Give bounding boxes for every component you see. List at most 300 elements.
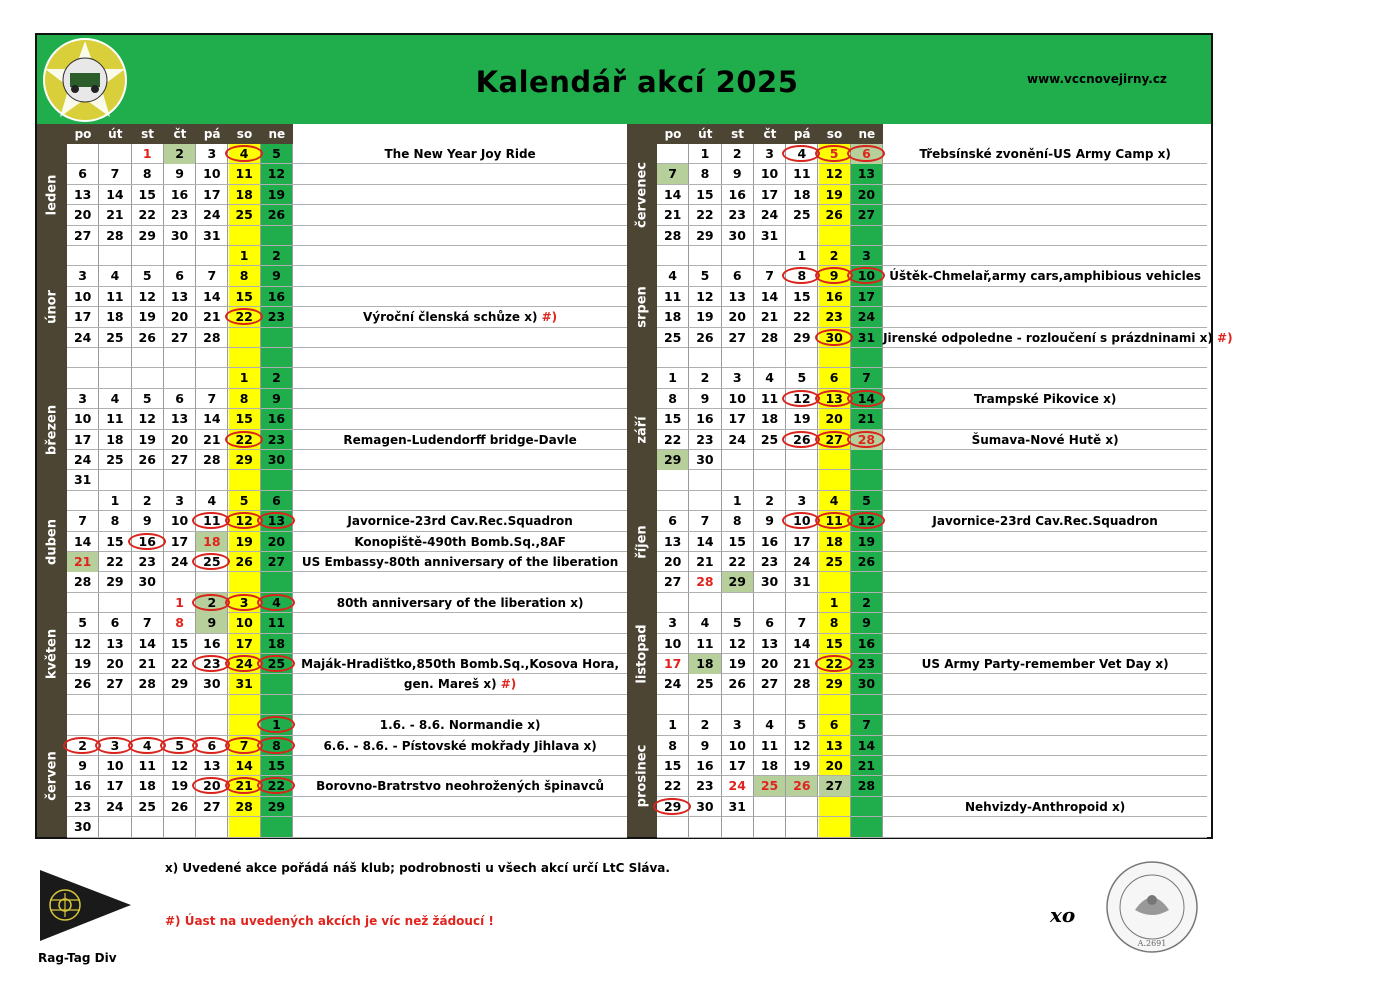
day-number: 21 xyxy=(696,554,714,569)
day-number: 27 xyxy=(663,574,682,590)
day-cell xyxy=(196,430,228,450)
day-cell xyxy=(786,654,818,674)
event-circle-marker xyxy=(847,512,885,529)
day-number: 15 xyxy=(235,288,253,304)
day-cell xyxy=(99,736,131,756)
day-number: 22 xyxy=(235,431,253,447)
day-number: 17 xyxy=(663,656,682,671)
empty-cell xyxy=(229,226,261,246)
month-label-listopad xyxy=(627,593,657,715)
day-cell xyxy=(657,552,689,572)
day-cell xyxy=(657,572,689,592)
day-number: 24 xyxy=(203,207,221,223)
day-cell xyxy=(754,634,786,654)
censor-seal-icon xyxy=(1105,860,1200,955)
day-cell xyxy=(99,756,131,776)
day-cell xyxy=(819,654,851,674)
day-cell xyxy=(164,409,196,429)
day-cell xyxy=(689,266,721,286)
event-circle-marker xyxy=(257,655,295,672)
day-cell xyxy=(164,430,196,450)
day-cell xyxy=(786,776,818,796)
day-number: 19 xyxy=(138,431,156,447)
day-number: 1 xyxy=(239,248,249,263)
calendar-frame xyxy=(35,33,1233,839)
day-cell xyxy=(229,736,261,756)
calendar-row xyxy=(67,491,627,511)
day-cell xyxy=(754,674,786,694)
event-description xyxy=(293,736,627,756)
day-cell xyxy=(229,430,261,450)
day-header-6: ne xyxy=(858,127,876,141)
day-cell xyxy=(786,287,818,307)
day-number: 19 xyxy=(267,186,286,202)
day-cell xyxy=(657,674,689,694)
day-number: 28 xyxy=(857,431,876,447)
day-cell xyxy=(657,368,689,388)
empty-cell xyxy=(786,226,818,246)
day-number: 3 xyxy=(110,737,120,753)
day-cell xyxy=(819,776,851,796)
day-number: 13 xyxy=(728,288,746,304)
day-number: 12 xyxy=(857,513,876,529)
day-cell xyxy=(164,144,196,164)
day-cell xyxy=(657,613,689,633)
day-cell xyxy=(851,776,883,796)
day-number: 18 xyxy=(825,533,843,549)
day-cell xyxy=(99,797,131,817)
day-cell xyxy=(261,634,293,654)
empty-cell xyxy=(786,797,818,817)
day-number: 25 xyxy=(235,207,253,223)
day-number: 2 xyxy=(700,370,710,386)
empty-cell xyxy=(67,491,99,511)
day-cell xyxy=(754,491,786,511)
empty-cell xyxy=(722,450,754,470)
day-cell xyxy=(164,328,196,348)
svg-text:A.2691: A.2691 xyxy=(1137,939,1167,948)
day-number: 21 xyxy=(106,207,124,223)
day-number: 14 xyxy=(793,635,811,651)
day-cell xyxy=(229,797,261,817)
event-text: 1.6. - 8.6. Normandie x) xyxy=(379,718,541,733)
day-cell xyxy=(851,266,883,286)
calendar-row xyxy=(657,491,1207,511)
day-cell xyxy=(851,389,883,409)
calendar-row xyxy=(657,144,1207,164)
calendar-row xyxy=(657,654,1207,674)
day-number: 24 xyxy=(728,778,746,794)
day-number: 13 xyxy=(825,390,843,406)
day-cell xyxy=(786,328,818,348)
day-number: 16 xyxy=(170,186,189,202)
calendar-row xyxy=(657,328,1233,348)
day-number: 8 xyxy=(239,390,249,406)
calendar-row xyxy=(657,797,1207,817)
day-cell xyxy=(132,532,164,552)
day-cell xyxy=(722,430,754,450)
day-cell xyxy=(261,715,293,735)
calendar-row xyxy=(657,613,1207,633)
calendar-row xyxy=(657,817,1207,837)
day-cell xyxy=(851,511,883,531)
day-number: 5 xyxy=(175,737,184,753)
calendar-row xyxy=(67,368,627,388)
day-number: 7 xyxy=(207,390,217,406)
day-number: 18 xyxy=(235,186,253,202)
day-cell xyxy=(722,756,754,776)
month-name: srpen xyxy=(634,286,650,328)
day-number: 17 xyxy=(106,778,124,794)
empty-cell xyxy=(67,715,99,735)
empty-cell xyxy=(819,348,851,368)
website-link[interactable]: www.vccnovejirny.cz xyxy=(1027,72,1167,86)
day-number: 10 xyxy=(663,635,682,651)
empty-cell xyxy=(851,470,883,490)
day-number: 12 xyxy=(235,513,253,529)
calendar-row xyxy=(657,185,1207,205)
day-number: 13 xyxy=(203,758,221,773)
empty-cell xyxy=(657,593,689,613)
day-cell xyxy=(132,674,164,694)
day-cell xyxy=(99,389,131,409)
day-cell xyxy=(164,613,196,633)
day-number: 23 xyxy=(267,431,286,447)
day-cell xyxy=(754,205,786,225)
day-cell xyxy=(689,307,721,327)
day-number: 24 xyxy=(170,554,189,569)
day-number: 24 xyxy=(760,207,779,223)
day-cell xyxy=(67,654,99,674)
day-cell xyxy=(754,613,786,633)
calendar-row xyxy=(67,695,627,715)
day-number: 19 xyxy=(728,656,746,671)
day-number: 24 xyxy=(663,676,682,692)
day-cell xyxy=(196,613,228,633)
empty-cell xyxy=(754,593,786,613)
day-number: 23 xyxy=(696,778,714,794)
day-cell xyxy=(851,593,883,613)
day-cell xyxy=(754,654,786,674)
day-number: 7 xyxy=(78,513,87,529)
day-number: 4 xyxy=(829,492,839,508)
calendar-row xyxy=(67,776,627,796)
empty-cell xyxy=(851,695,883,715)
day-number: 29 xyxy=(170,676,189,692)
event-circle-marker xyxy=(815,329,853,346)
empty-cell xyxy=(67,144,99,164)
day-number: 21 xyxy=(73,554,92,569)
day-number: 3 xyxy=(239,594,249,610)
day-number: 1 xyxy=(175,594,184,610)
day-cell xyxy=(851,409,883,429)
day-cell xyxy=(754,287,786,307)
event-description xyxy=(883,511,1207,531)
day-number: 5 xyxy=(239,492,249,508)
day-cell xyxy=(786,205,818,225)
day-number: 6 xyxy=(272,492,281,508)
day-cell xyxy=(261,552,293,572)
day-number: 27 xyxy=(825,778,843,794)
day-cell xyxy=(132,389,164,409)
day-cell xyxy=(819,736,851,756)
day-cell xyxy=(196,654,228,674)
day-cell xyxy=(689,674,721,694)
day-number: 14 xyxy=(857,737,876,753)
empty-cell xyxy=(67,593,99,613)
day-number: 23 xyxy=(825,309,843,325)
day-number: 15 xyxy=(793,288,811,304)
day-number: 4 xyxy=(272,594,281,610)
day-cell xyxy=(819,552,851,572)
day-cell xyxy=(132,613,164,633)
day-cell xyxy=(229,307,261,327)
day-cell xyxy=(67,613,99,633)
event-text: Borovno-Bratrstvo neohrožených špinavců xyxy=(316,779,605,794)
event-text: Třebsínské zvonění-US Army Camp x) xyxy=(919,147,1171,161)
day-cell xyxy=(722,552,754,572)
day-number: 24 xyxy=(73,452,92,467)
day-cell xyxy=(196,389,228,409)
empty-cell xyxy=(99,144,131,164)
day-number: 6 xyxy=(765,615,774,631)
empty-cell xyxy=(689,817,721,837)
day-number: 18 xyxy=(663,309,682,325)
day-number: 23 xyxy=(203,656,221,671)
day-cell xyxy=(689,409,721,429)
empty-cell xyxy=(261,674,293,694)
day-cell xyxy=(99,674,131,694)
calendar-row xyxy=(657,307,1207,327)
day-cell xyxy=(99,532,131,552)
empty-cell xyxy=(754,817,786,837)
day-cell xyxy=(132,634,164,654)
empty-cell xyxy=(196,572,228,592)
day-number: 25 xyxy=(203,554,221,569)
event-text: US Army Party-remember Vet Day x) xyxy=(921,657,1169,671)
day-number: 26 xyxy=(138,452,156,467)
day-cell xyxy=(67,756,99,776)
day-number: 29 xyxy=(793,329,811,345)
empty-cell xyxy=(164,246,196,266)
day-cell xyxy=(67,532,99,552)
day-number: 10 xyxy=(73,411,92,427)
day-number: 9 xyxy=(272,268,281,284)
day-cell xyxy=(754,185,786,205)
day-number: 31 xyxy=(857,329,876,345)
day-header-3: čt xyxy=(763,127,777,141)
day-number: 20 xyxy=(203,778,221,794)
day-number: 9 xyxy=(142,513,152,529)
day-cell xyxy=(99,307,131,327)
day-number: 4 xyxy=(142,737,152,753)
day-header-4: pá xyxy=(203,127,221,141)
day-number: 5 xyxy=(797,717,807,733)
day-number: 27 xyxy=(203,798,221,814)
day-cell xyxy=(99,409,131,429)
day-number: 11 xyxy=(696,635,714,651)
day-cell xyxy=(132,185,164,205)
empty-cell xyxy=(786,593,818,613)
month-name: březen xyxy=(44,404,60,455)
day-cell xyxy=(261,430,293,450)
day-cell xyxy=(657,511,689,531)
day-number: 9 xyxy=(175,166,184,182)
day-number: 13 xyxy=(663,533,682,549)
event-text: Nehvizdy-Anthropoid x) xyxy=(964,799,1126,814)
day-number: 29 xyxy=(663,452,682,467)
day-number: 14 xyxy=(235,758,253,773)
month-name: červen xyxy=(44,751,60,802)
day-number: 22 xyxy=(663,431,682,447)
calendar-row xyxy=(657,430,1207,450)
empty-cell xyxy=(261,328,293,348)
day-number: 28 xyxy=(760,329,779,345)
day-number: 24 xyxy=(235,656,253,671)
day-number: 27 xyxy=(73,227,92,243)
day-number: 2 xyxy=(175,146,184,161)
day-number: 26 xyxy=(857,554,876,569)
day-cell xyxy=(261,144,293,164)
day-number: 13 xyxy=(170,411,189,427)
day-number: 29 xyxy=(106,574,124,590)
calendar-row xyxy=(657,634,1207,654)
day-number: 6 xyxy=(668,513,677,529)
event-circle-marker xyxy=(225,145,263,162)
day-header-3: čt xyxy=(173,127,187,141)
event-description xyxy=(293,144,627,164)
day-cell xyxy=(67,776,99,796)
empty-cell xyxy=(689,695,721,715)
empty-cell xyxy=(164,715,196,735)
day-number: 2 xyxy=(700,717,710,733)
day-cell xyxy=(689,205,721,225)
day-cell xyxy=(229,593,261,613)
day-cell xyxy=(722,715,754,735)
day-cell xyxy=(657,164,689,184)
month-label-květen xyxy=(37,593,67,715)
empty-cell xyxy=(819,695,851,715)
day-cell xyxy=(67,409,99,429)
day-number: 26 xyxy=(793,431,811,447)
event-description xyxy=(883,430,1207,450)
day-number: 21 xyxy=(857,758,876,773)
day-number: 1 xyxy=(668,370,677,386)
day-number: 7 xyxy=(765,268,774,284)
day-number: 18 xyxy=(106,431,124,447)
day-cell xyxy=(132,450,164,470)
day-cell xyxy=(689,226,721,246)
day-cell xyxy=(196,450,228,470)
day-number: 17 xyxy=(793,533,811,549)
day-cell xyxy=(819,164,851,184)
empty-cell xyxy=(754,695,786,715)
day-number: 2 xyxy=(862,594,871,610)
day-number: 3 xyxy=(765,146,774,161)
day-cell xyxy=(261,389,293,409)
day-header-1: út xyxy=(698,127,713,141)
day-number: 20 xyxy=(170,309,189,325)
day-number: 3 xyxy=(668,615,677,631)
day-cell xyxy=(261,368,293,388)
calendar-row xyxy=(67,409,627,429)
day-number: 1 xyxy=(142,146,152,161)
calendar-row xyxy=(67,266,627,286)
empty-cell xyxy=(99,246,131,266)
day-cell xyxy=(722,307,754,327)
day-number: 14 xyxy=(203,411,221,427)
day-cell xyxy=(99,572,131,592)
day-number: 13 xyxy=(825,737,843,753)
day-number: 26 xyxy=(138,329,156,345)
day-number: 1 xyxy=(829,594,839,610)
day-cell xyxy=(689,776,721,796)
day-number: 16 xyxy=(825,288,843,304)
day-cell xyxy=(229,613,261,633)
event-description xyxy=(293,776,627,796)
day-number: 28 xyxy=(73,574,92,590)
event-text: Úštěk-Chmelař,army cars,amphibious vehicles xyxy=(889,269,1201,284)
day-cell xyxy=(99,511,131,531)
day-cell xyxy=(261,511,293,531)
event-text: The New Year Joy Ride xyxy=(384,147,536,161)
event-circle-marker xyxy=(847,390,885,407)
day-number: 27 xyxy=(825,431,843,447)
day-number: 11 xyxy=(267,615,286,631)
day-cell xyxy=(722,368,754,388)
day-number: 7 xyxy=(862,370,871,386)
day-cell xyxy=(754,756,786,776)
empty-cell xyxy=(99,715,131,735)
month-label-leden xyxy=(37,144,67,246)
empty-cell xyxy=(786,695,818,715)
day-number: 18 xyxy=(138,778,156,794)
day-cell xyxy=(261,756,293,776)
day-cell xyxy=(132,226,164,246)
calendar-row xyxy=(67,572,627,592)
day-number: 10 xyxy=(106,758,124,773)
day-number: 23 xyxy=(138,554,156,569)
empty-cell xyxy=(722,246,754,266)
day-cell xyxy=(722,511,754,531)
day-number: 16 xyxy=(203,635,221,651)
day-number: 9 xyxy=(207,615,217,631)
day-cell xyxy=(229,287,261,307)
day-cell xyxy=(99,613,131,633)
event-text: Výroční členská schůze x) xyxy=(363,310,538,325)
day-cell xyxy=(132,328,164,348)
day-cell xyxy=(786,736,818,756)
event-description xyxy=(293,674,627,694)
calendar-row xyxy=(657,368,1207,388)
day-number: 7 xyxy=(862,717,871,733)
day-cell xyxy=(196,409,228,429)
calendar-row xyxy=(657,593,1207,613)
calendar-row xyxy=(657,715,1207,735)
day-cell xyxy=(67,185,99,205)
day-cell xyxy=(657,205,689,225)
day-cell xyxy=(164,185,196,205)
day-number: 17 xyxy=(728,411,746,427)
calendar-row xyxy=(657,409,1207,429)
day-number: 15 xyxy=(138,186,156,202)
day-cell xyxy=(196,797,228,817)
day-cell xyxy=(132,572,164,592)
day-number: 16 xyxy=(857,635,876,651)
day-number: 1 xyxy=(732,492,742,508)
calendar-row xyxy=(657,287,1207,307)
day-number: 12 xyxy=(138,288,156,304)
